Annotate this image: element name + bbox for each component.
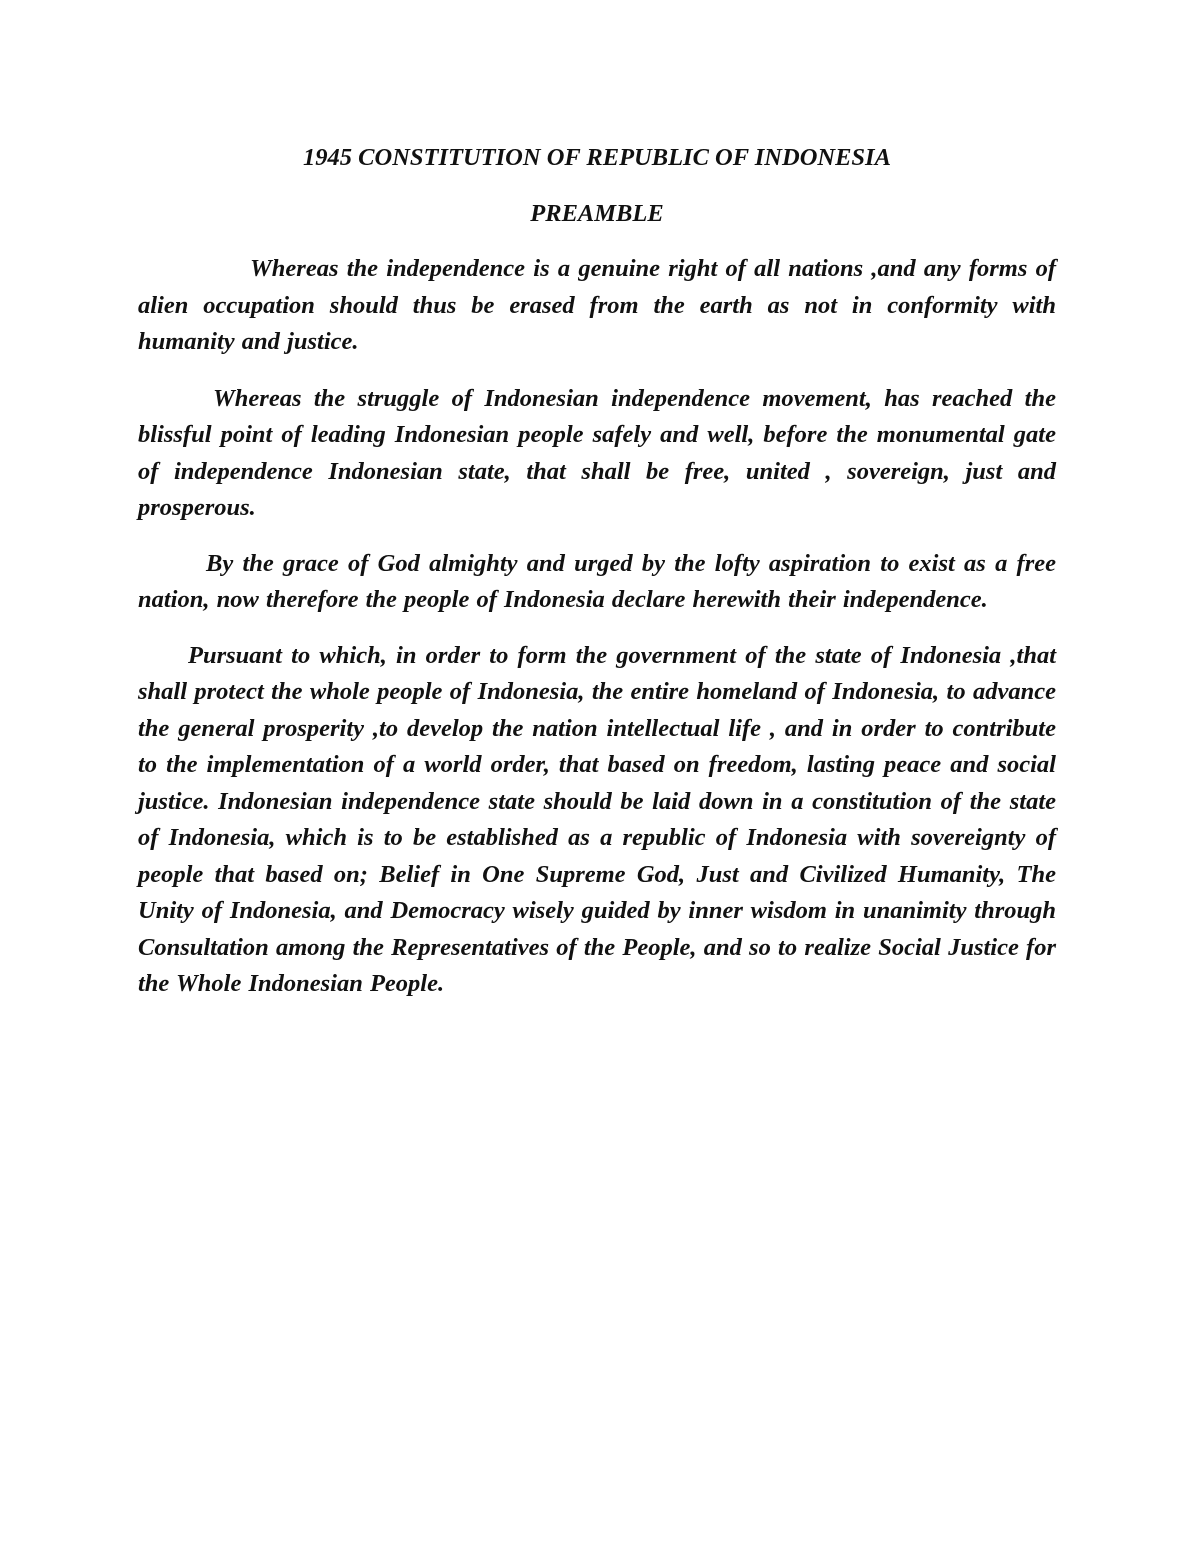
document-title: 1945 CONSTITUTION OF REPUBLIC OF INDONESIA (303, 144, 891, 171)
preamble-paragraph-3: By the grace of God almighty and urged by the lofty aspiration to exist as a free nation, now therefore the people of Indonesia declare herewith their independence. (138, 549, 1056, 613)
section-heading-preamble: PREAMBLE (530, 199, 664, 227)
preamble-paragraph-1: Whereas the independence is a genuine right of all nations ,and any forms of alien occupation should thus be erased from the earth as not in conformity with humanity and justice. (138, 255, 1056, 355)
preamble-paragraph-4: Pursuant to which, in order to form the government of the state of Indonesia ,that shall protect the whole people of Indonesia, the entire homeland of Indonesia, to advance the general prosperity ,to develop the nation intellectual life , and in order to contribute to the implementation of a world order, that based on freedom, lasting peace and social justice. Indonesian independence state should be laid down in a constitution of the state of Indonesia, which is to be established as a republic of Indonesia with sovereignty of people that based on; Belief in One Supreme God, Just and Civilized Humanity, The Unity of Indonesia, and Democracy wisely guided by inner wisdom in unanimity through Consultation among the Representatives of the People, and so to realize Social Justice for the Whole Indonesian People. (138, 641, 1056, 997)
preamble-paragraph-2: Whereas the struggle of Indonesian independence movement, has reached the blissful point of leading Indonesian people safely and well, before the monumental gate of independence Indonesian state, that shall be free, united , sovereign, just and prosperous. (138, 384, 1056, 521)
document-body (138, 140, 1056, 1003)
